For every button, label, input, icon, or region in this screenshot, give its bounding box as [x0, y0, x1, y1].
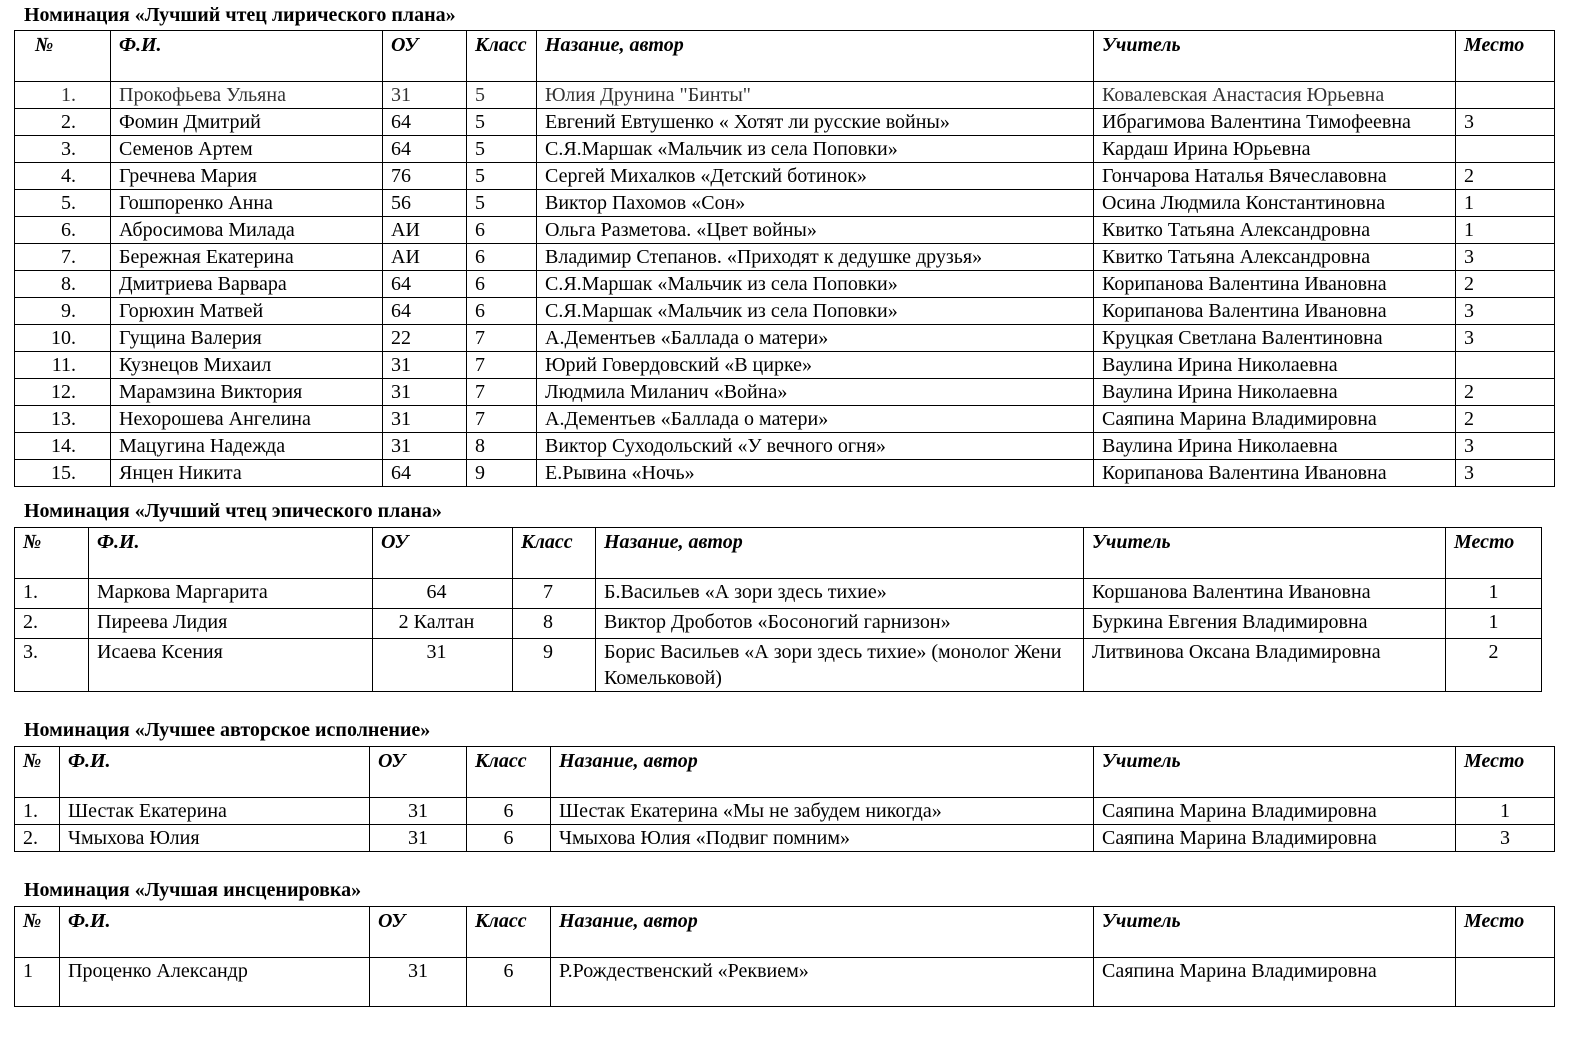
cell-school: 2 Калтан [373, 609, 513, 639]
cell-grade: 6 [467, 958, 551, 1007]
table-best-staging [14, 906, 1555, 1007]
header-teacher: Учитель [1084, 528, 1446, 579]
cell-place: 3 [1456, 244, 1555, 271]
cell-teacher: Корипанова Валентина Ивановна [1094, 460, 1456, 487]
cell-school: 64 [373, 579, 513, 609]
cell-number: 8. [15, 271, 111, 298]
cell-grade: 5 [467, 136, 537, 163]
cell-name: Дмитриева Варвара [111, 271, 383, 298]
cell-name: Пиреева Лидия [89, 609, 373, 639]
header-grade: Класс [467, 907, 551, 958]
cell-teacher: Саяпина Марина Владимировна [1094, 958, 1456, 1007]
cell-school: 31 [383, 433, 467, 460]
table-row [15, 271, 1555, 298]
cell-name: Гречнева Мария [111, 163, 383, 190]
cell-title-author: Виктор Дроботов «Босоногий гарнизон» [596, 609, 1084, 639]
cell-place: 2 [1456, 406, 1555, 433]
cell-place: 3 [1456, 433, 1555, 460]
table-row [15, 460, 1555, 487]
cell-teacher: Коршанова Валентина Ивановна [1084, 579, 1446, 609]
cell-school: 64 [383, 298, 467, 325]
cell-title-author: Людмила Миланич «Война» [537, 379, 1094, 406]
header-title-author: Назание, автор [537, 31, 1094, 82]
cell-grade: 7 [467, 379, 537, 406]
cell-title-author: А.Дементьев «Баллада о матери» [537, 325, 1094, 352]
cell-title-author: Чмыхова Юлия «Подвиг помним» [551, 825, 1094, 852]
header-name: Ф.И. [60, 747, 370, 798]
cell-name: Кузнецов Михаил [111, 352, 383, 379]
cell-teacher: Корипанова Валентина Ивановна [1094, 298, 1456, 325]
cell-place: 1 [1456, 190, 1555, 217]
cell-place: 1 [1446, 609, 1542, 639]
cell-teacher: Гончарова Наталья Вячеславовна [1094, 163, 1456, 190]
table-header-row [15, 747, 1555, 798]
cell-title-author: Е.Рывина «Ночь» [537, 460, 1094, 487]
cell-name: Гущина Валерия [111, 325, 383, 352]
table-row [15, 163, 1555, 190]
cell-teacher: Саяпина Марина Владимировна [1094, 798, 1456, 825]
cell-grade: 6 [467, 825, 551, 852]
cell-school: 31 [383, 379, 467, 406]
cell-school: 31 [370, 825, 467, 852]
cell-name: Чмыхова Юлия [60, 825, 370, 852]
cell-place: 3 [1456, 825, 1555, 852]
header-number: № [15, 31, 111, 82]
header-school: ОУ [373, 528, 513, 579]
cell-teacher: Осина Людмила Константиновна [1094, 190, 1456, 217]
cell-title-author: Юрий Говердовский «В цирке» [537, 352, 1094, 379]
cell-school: 64 [383, 460, 467, 487]
cell-teacher: Саяпина Марина Владимировна [1094, 825, 1456, 852]
cell-title-author: Б.Васильев «А зори здесь тихие» [596, 579, 1084, 609]
cell-name: Гошпоренко Анна [111, 190, 383, 217]
table-epic-readers [14, 527, 1542, 692]
cell-name: Абросимова Милада [111, 217, 383, 244]
table-row [15, 190, 1555, 217]
cell-grade: 5 [467, 163, 537, 190]
table-header-row [15, 31, 1555, 82]
cell-title-author: Виктор Пахомов «Сон» [537, 190, 1094, 217]
header-number: № [15, 747, 60, 798]
cell-number: 6. [15, 217, 111, 244]
header-school: ОУ [370, 747, 467, 798]
cell-title-author: С.Я.Маршак «Мальчик из села Поповки» [537, 271, 1094, 298]
cell-place [1456, 82, 1555, 109]
cell-place: 2 [1446, 639, 1542, 692]
cell-number: 2. [15, 609, 89, 639]
cell-number: 3. [15, 136, 111, 163]
table-row [15, 109, 1555, 136]
cell-number: 14. [15, 433, 111, 460]
cell-number: 11. [15, 352, 111, 379]
cell-place: 3 [1456, 460, 1555, 487]
cell-number: 7. [15, 244, 111, 271]
cell-number: 4. [15, 163, 111, 190]
cell-place: 3 [1456, 109, 1555, 136]
header-name: Ф.И. [89, 528, 373, 579]
cell-teacher: Ковалевская Анастасия Юрьевна [1094, 82, 1456, 109]
cell-name: Бережная Екатерина [111, 244, 383, 271]
cell-school: 64 [383, 271, 467, 298]
cell-school: 31 [370, 798, 467, 825]
table-lyric-readers [14, 30, 1555, 487]
cell-teacher: Корипанова Валентина Ивановна [1094, 271, 1456, 298]
header-name: Ф.И. [111, 31, 383, 82]
cell-teacher: Квитко Татьяна Александровна [1094, 217, 1456, 244]
cell-teacher: Ваулина Ирина Николаевна [1094, 433, 1456, 460]
cell-teacher: Литвинова Оксана Владимировна [1084, 639, 1446, 692]
header-place: Место [1456, 747, 1555, 798]
cell-name: Горюхин Матвей [111, 298, 383, 325]
cell-grade: 9 [513, 639, 596, 692]
cell-name: Шестак Екатерина [60, 798, 370, 825]
cell-name: Марамзина Виктория [111, 379, 383, 406]
table-row [15, 325, 1555, 352]
cell-teacher: Буркина Евгения Владимировна [1084, 609, 1446, 639]
header-grade: Класс [467, 31, 537, 82]
header-place: Место [1456, 31, 1555, 82]
table-header-row [15, 907, 1555, 958]
header-name: Ф.И. [60, 907, 370, 958]
table-row [15, 244, 1555, 271]
cell-school: 31 [383, 352, 467, 379]
header-school: ОУ [383, 31, 467, 82]
cell-teacher: Круцкая Светлана Валентиновна [1094, 325, 1456, 352]
section-title-author: Номинация «Лучшее авторское исполнение» [24, 719, 431, 741]
cell-number: 1. [15, 798, 60, 825]
table-row [15, 433, 1555, 460]
cell-teacher: Ибрагимова Валентина Тимофеевна [1094, 109, 1456, 136]
table-author-performance [14, 746, 1555, 852]
cell-number: 1 [15, 958, 60, 1007]
table-row [15, 217, 1555, 244]
cell-grade: 5 [467, 109, 537, 136]
cell-school: 31 [370, 958, 467, 1007]
section-title-lyric: Номинация «Лучший чтец лирического плана» [24, 4, 456, 26]
cell-title-author: Владимир Степанов. «Приходят к дедушке друзья» [537, 244, 1094, 271]
cell-name: Прокофьева Ульяна [111, 82, 383, 109]
cell-place: 2 [1456, 163, 1555, 190]
cell-place: 2 [1456, 271, 1555, 298]
cell-name: Нехорошева Ангелина [111, 406, 383, 433]
cell-number: 13. [15, 406, 111, 433]
cell-teacher: Ваулина Ирина Николаевна [1094, 379, 1456, 406]
cell-number: 2. [15, 825, 60, 852]
cell-number: 2. [15, 109, 111, 136]
cell-title-author: Виктор Суходольский «У вечного огня» [537, 433, 1094, 460]
cell-grade: 6 [467, 217, 537, 244]
cell-school: 76 [383, 163, 467, 190]
cell-title-author: Р.Рождественский «Реквием» [551, 958, 1094, 1007]
cell-grade: 7 [513, 579, 596, 609]
table-header-row [15, 528, 1542, 579]
cell-teacher: Кардаш Ирина Юрьевна [1094, 136, 1456, 163]
table-row [15, 406, 1555, 433]
cell-title-author: Евгений Евтушенко « Хотят ли русские войны» [537, 109, 1094, 136]
table-row [15, 298, 1555, 325]
header-place: Место [1446, 528, 1542, 579]
cell-place [1456, 136, 1555, 163]
cell-place: 1 [1456, 217, 1555, 244]
cell-school: 64 [383, 136, 467, 163]
cell-school: 64 [383, 109, 467, 136]
cell-title-author: С.Я.Маршак «Мальчик из села Поповки» [537, 136, 1094, 163]
cell-school: 31 [373, 639, 513, 692]
cell-teacher: Саяпина Марина Владимировна [1094, 406, 1456, 433]
header-grade: Класс [513, 528, 596, 579]
cell-grade: 7 [467, 352, 537, 379]
cell-grade: 6 [467, 798, 551, 825]
table-row [15, 609, 1542, 639]
cell-title-author: Ольга Разметова. «Цвет войны» [537, 217, 1094, 244]
cell-name: Мацугина Надежда [111, 433, 383, 460]
header-grade: Класс [467, 747, 551, 798]
cell-grade: 7 [467, 325, 537, 352]
cell-school: АИ [383, 217, 467, 244]
cell-grade: 6 [467, 298, 537, 325]
cell-name: Маркова Маргарита [89, 579, 373, 609]
cell-place: 3 [1456, 298, 1555, 325]
header-title-author: Назание, автор [551, 907, 1094, 958]
table-row [15, 82, 1555, 109]
cell-name: Семенов Артем [111, 136, 383, 163]
cell-number: 1. [15, 579, 89, 609]
section-title-epic: Номинация «Лучший чтец эпического плана» [24, 500, 442, 522]
header-number: № [15, 907, 60, 958]
cell-grade: 5 [467, 190, 537, 217]
cell-title-author: С.Я.Маршак «Мальчик из села Поповки» [537, 298, 1094, 325]
table-row [15, 958, 1555, 1007]
cell-number: 3. [15, 639, 89, 692]
cell-place: 2 [1456, 379, 1555, 406]
cell-grade: 6 [467, 244, 537, 271]
cell-name: Проценко Александр [60, 958, 370, 1007]
cell-number: 9. [15, 298, 111, 325]
cell-school: АИ [383, 244, 467, 271]
table-row [15, 579, 1542, 609]
cell-name: Фомин Дмитрий [111, 109, 383, 136]
cell-title-author: Борис Васильев «А зори здесь тихие» (монолог Жени Комельковой) [596, 639, 1084, 692]
cell-school: 56 [383, 190, 467, 217]
cell-name: Исаева Ксения [89, 639, 373, 692]
cell-number: 15. [15, 460, 111, 487]
header-teacher: Учитель [1094, 747, 1456, 798]
cell-place [1456, 352, 1555, 379]
table-row [15, 798, 1555, 825]
section-title-staging: Номинация «Лучшая инсценировка» [24, 879, 362, 901]
cell-title-author: Юлия Друнина "Бинты" [537, 82, 1094, 109]
cell-grade: 8 [467, 433, 537, 460]
cell-place: 3 [1456, 325, 1555, 352]
table-row [15, 136, 1555, 163]
cell-school: 31 [383, 82, 467, 109]
header-title-author: Назание, автор [596, 528, 1084, 579]
header-school: ОУ [370, 907, 467, 958]
cell-grade: 8 [513, 609, 596, 639]
cell-number: 10. [15, 325, 111, 352]
header-teacher: Учитель [1094, 907, 1456, 958]
cell-title-author: А.Дементьев «Баллада о матери» [537, 406, 1094, 433]
cell-grade: 7 [467, 406, 537, 433]
header-place: Место [1456, 907, 1555, 958]
table-row [15, 825, 1555, 852]
header-number: № [15, 528, 89, 579]
cell-teacher: Ваулина Ирина Николаевна [1094, 352, 1456, 379]
table-row [15, 639, 1542, 692]
cell-teacher: Квитко Татьяна Александровна [1094, 244, 1456, 271]
cell-place: 1 [1456, 798, 1555, 825]
cell-place: 1 [1446, 579, 1542, 609]
cell-name: Янцен Никита [111, 460, 383, 487]
cell-school: 22 [383, 325, 467, 352]
cell-number: 5. [15, 190, 111, 217]
header-title-author: Назание, автор [551, 747, 1094, 798]
table-row [15, 379, 1555, 406]
cell-number: 12. [15, 379, 111, 406]
cell-place [1456, 958, 1555, 1007]
header-teacher: Учитель [1094, 31, 1456, 82]
cell-title-author: Шестак Екатерина «Мы не забудем никогда» [551, 798, 1094, 825]
cell-grade: 5 [467, 82, 537, 109]
cell-title-author: Сергей Михалков «Детский ботинок» [537, 163, 1094, 190]
cell-number: 1. [15, 82, 111, 109]
cell-school: 31 [383, 406, 467, 433]
cell-grade: 6 [467, 271, 537, 298]
table-row [15, 352, 1555, 379]
cell-grade: 9 [467, 460, 537, 487]
